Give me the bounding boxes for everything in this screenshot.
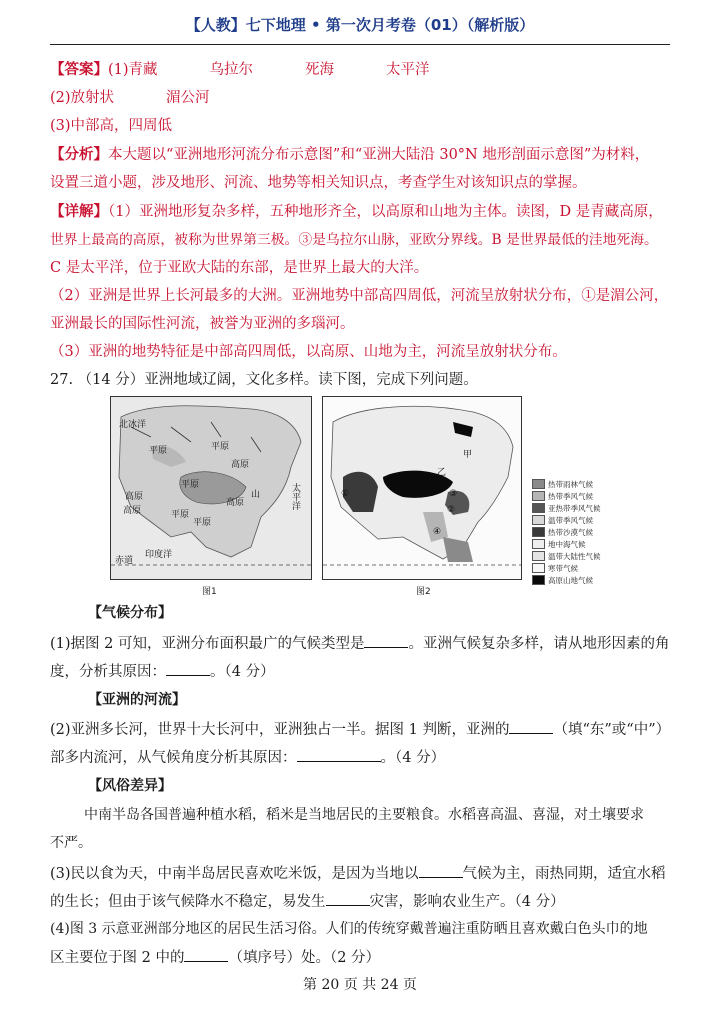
legend-item: 亚热带季风气候	[532, 502, 601, 514]
page-header: 【人教】七下地理 • 第一次月考卷（01）（解析版）	[185, 16, 535, 34]
legend-swatch	[532, 503, 545, 513]
analysis-line-1: 【分析】本大题以“亚洲地形河流分布示意图”和“亚洲大陆沿 30°N 地形剖面示意图”为材料，	[50, 146, 650, 163]
legend-swatch	[532, 563, 545, 573]
marker-3: ③	[449, 489, 458, 499]
detail-line-5: 亚洲最长的国际性河流，被誉为亚洲的多瑙河。	[50, 316, 355, 332]
figure-1-caption: 图1	[202, 587, 217, 597]
answer-blank[interactable]	[166, 661, 210, 676]
answer-blank[interactable]	[326, 891, 370, 906]
legend-item: 温带大陆性气候	[532, 550, 601, 562]
legend-item: 热带季风气候	[532, 490, 601, 502]
label-plateau-4: 高原	[226, 498, 245, 508]
label-arctic-ocean: 北冰洋	[119, 420, 147, 430]
asia-climate-map	[323, 397, 521, 579]
figure-1-map	[110, 396, 312, 580]
answer-label: 【答案】	[50, 61, 108, 78]
legend-swatch	[532, 539, 545, 549]
label-plain-5: 平原	[193, 518, 212, 528]
legend-item: 温带季风气候	[532, 514, 601, 526]
marker-jia: 甲	[463, 450, 473, 460]
legend-item: 寒带气候	[532, 562, 601, 574]
detail-line-6: （3）亚洲的地势特征是中部高四周低，以高原、山地为主，河流呈放射状分布。	[50, 344, 567, 360]
answer-blank[interactable]	[364, 633, 408, 648]
label-plain-4: 平原	[171, 510, 190, 520]
question-2-line-2: 部多内流河，从气候角度分析其原因： 。（4 分）	[50, 746, 675, 767]
header-divider	[50, 44, 670, 45]
question-27-stem: 27. （14 分）亚洲地域辽阔，文化多样。读下图，完成下列问题。	[50, 372, 478, 388]
legend-item: 地中海气候	[532, 538, 601, 550]
legend-item: 热带雨林气候	[532, 478, 601, 490]
answer-blank[interactable]	[297, 747, 381, 762]
answer-blank[interactable]	[184, 947, 228, 962]
label-plain-3: 平原	[181, 480, 200, 490]
question-3-line-1: (3)民以食为天，中南半岛居民喜欢吃米饭，是因为当地以 气候为主，雨热同期，适宜水稻	[50, 862, 675, 883]
marker-4: ④	[433, 527, 442, 537]
question-4-line-2: 区主要位于图 2 中的 （填序号）处。（2 分）	[50, 946, 675, 967]
label-indian-ocean: 印度洋	[145, 550, 173, 560]
answer-blank[interactable]	[419, 863, 463, 878]
question-3-line-2: 的生长；但由于该气候降水不稳定，易发生 灾害，影响农业生产。（4 分）	[50, 890, 675, 911]
legend-swatch	[532, 479, 545, 489]
label-mountain: 山	[251, 490, 261, 500]
figure-2-caption: 图2	[416, 587, 431, 597]
legend-swatch	[532, 527, 545, 537]
marker-1: ①	[341, 489, 350, 499]
label-plain-2: 平原	[211, 442, 230, 452]
section-customs-title: 【风俗差异】	[88, 778, 172, 794]
label-plateau-3: 高原	[231, 460, 250, 470]
detail-line-1: 【详解】（1）亚洲地形复杂多样，五种地形齐全，以高原和山地为主体。读图，D 是青藏高原，	[50, 203, 663, 220]
climate-legend	[532, 478, 601, 586]
marker-2: ②	[447, 505, 456, 515]
question-1-line-1: (1)据图 2 可知，亚洲分布面积最广的气候类型是 。亚洲气候复杂多样，请从地形因素的角	[50, 632, 675, 653]
answer-line-3: (3)中部高，四周低	[50, 118, 173, 134]
analysis-line-2: 设置三道小题，涉及地形、河流、地势等相关知识点，考查学生对该知识点的掌握。	[50, 175, 587, 191]
section-climate-title: 【气候分布】	[88, 605, 172, 621]
legend-swatch	[532, 515, 545, 525]
question-2-line-1: (2)亚洲多长河，世界十大长河中，亚洲独占一半。据图 1 判断，亚洲的 （填“东”或“中”）	[50, 718, 675, 739]
answer-line-2: (2)放射状 湄公河	[50, 90, 210, 106]
passage-line-1: 中南半岛各国普遍种植水稻，稻米是当地居民的主要粮食。水稻喜高温、喜湿，对土壤要求	[84, 807, 644, 823]
legend-swatch	[532, 491, 545, 501]
label-plateau-1: 高原	[125, 492, 144, 502]
question-4-line-1: (4)图 3 示意亚洲部分地区的居民生活习俗。人们的传统穿戴普遍注重防晒且喜欢戴白色头巾的地	[50, 921, 648, 937]
section-rivers-title: 【亚洲的河流】	[88, 692, 186, 708]
detail-line-3: C 是太平洋，位于亚欧大陆的东部，是世界上最大的大洋。	[50, 260, 429, 276]
legend-swatch	[532, 551, 545, 561]
detail-line-2: 世界上最高的高原，被称为世界第三极。③是乌拉尔山脉，亚欧分界线。B 是世界最低的洼地死海。	[50, 232, 658, 248]
label-plateau-2: 高原	[123, 506, 142, 516]
figure-2-map	[322, 396, 522, 580]
answer-blank[interactable]	[509, 719, 553, 734]
page-footer: 第 20 页 共 24 页	[303, 977, 417, 993]
label-pacific: 太平洋	[290, 483, 300, 510]
detail-line-4: （2）亚洲是世界上长河最多的大洲。亚洲地势中部高四周低，河流呈放射状分布，①是湄公河，	[50, 288, 669, 304]
label-equator: 赤道	[115, 556, 134, 566]
question-1-line-2: 度，分析其原因： 。（4 分）	[50, 660, 675, 681]
answer-line-1: 【答案】(1)青藏 乌拉尔 死海 太平洋	[50, 61, 430, 78]
legend-swatch	[532, 575, 545, 585]
legend-item: 高原山地气候	[532, 574, 601, 586]
marker-yi: 乙	[437, 468, 447, 478]
passage-line-2: 不严。	[50, 835, 92, 851]
legend-item: 热带沙漠气候	[532, 526, 601, 538]
label-plain-1: 平原	[149, 446, 168, 456]
